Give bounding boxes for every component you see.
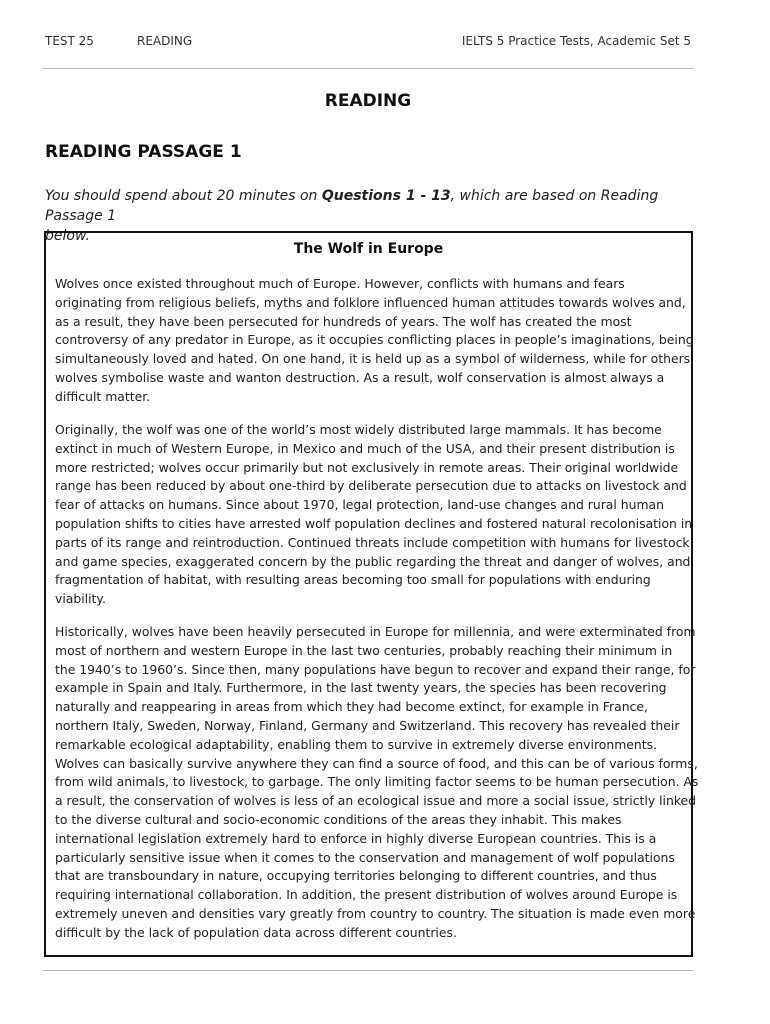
paragraph-line: as a result, they have been persecuted for hundreds of years. The wolf has created the most — [55, 313, 632, 329]
paragraph-line: a result, the conservation of wolves is less of an ecological issue and more a social issue, strictly linked — [55, 793, 697, 809]
passage-box — [44, 231, 699, 957]
paragraph-1 — [55, 275, 695, 407]
paragraph-3 — [55, 623, 699, 943]
paragraph-line: from wild animals, to livestock, to garbage. The only limiting factor seems to be human persecution. As — [55, 774, 699, 790]
paragraph-line: particularly sensitive issue when it comes to the conservation and management of wolf populations — [55, 849, 675, 865]
paragraph-line: wolves symbolise waste and wanton destruction. As a result, wolf conservation is almost always a — [55, 369, 665, 385]
paragraph-line: to the diverse cultural and socio-economic conditions of the areas they inhabit. This makes — [55, 811, 622, 827]
paragraph-line: originating from religious beliefs, myths and folklore influenced human attitudes towards wolves and, — [55, 294, 686, 310]
passage-title: The Wolf in Europe — [293, 241, 444, 257]
paragraph-line: remarkable ecological adaptability, enabling them to survive in extremely diverse environments. — [55, 736, 658, 752]
page-title: READING — [324, 91, 412, 111]
paragraph-line: fear of attacks on humans. Since about 1970, legal protection, land-use changes and rural human — [55, 497, 664, 513]
paragraph-line: example in Spain and Italy. Furthermore, in the last twenty years, the species has been recovering — [55, 680, 667, 696]
footer-divider — [43, 970, 693, 971]
test-number: TEST 25 — [45, 34, 94, 48]
header-divider — [43, 68, 693, 69]
paragraph-line: difficult by the lack of population data across different countries. — [55, 924, 457, 940]
paragraph-line: naturally and reappearing in areas from which they had become extinct, for example in France, — [55, 699, 648, 715]
paragraph-line: that are transboundary in nature, occupying territories belonging to different countries, and thus — [55, 868, 657, 884]
paragraph-line: viability. — [55, 591, 106, 607]
paragraph-line: extinct in much of Western Europe, in Mexico and much of the USA, and their present distribution is — [55, 440, 675, 456]
paragraph-line: international legislation extremely hard to enforce in highly diverse European countries. This is a — [55, 830, 657, 846]
paragraph-line: population shifts to cities have arrested wolf population declines and fostered natural recolonisation in — [55, 515, 693, 531]
paragraph-line: fragmentation of habitat, with resulting areas becoming too small for populations with enduring — [55, 572, 651, 588]
paragraph-line: Wolves can basically survive anywhere they can find a source of food, and this can be of various forms, — [55, 755, 698, 771]
section-label: READING — [137, 34, 193, 48]
instruction-questions: Questions 1 - 13 — [321, 188, 451, 204]
paragraph-line: extremely uneven and densities vary greatly from country to country. The situation is made even more — [55, 905, 696, 921]
passage-heading: READING PASSAGE 1 — [45, 142, 242, 162]
paragraph-line: more restricted; wolves occur primarily but not exclusively in remote areas. Their original worldwide — [55, 459, 679, 475]
instruction-line2: below. — [45, 228, 90, 244]
paragraph-line: northern Italy, Sweden, Norway, Finland, Germany and Switzerland. This recovery has revealed their — [55, 717, 680, 733]
paragraph-line: simultaneously loved and hated. On one hand, it is held up as a symbol of wilderness, while for others, — [55, 351, 695, 367]
paragraph-line: range has been reduced by about one-third by deliberate persecution due to attacks on livestock and — [55, 478, 687, 494]
paragraph-line: controversy of any predator in Europe, as it occupies conflicting places in people’s imaginations, being — [55, 332, 694, 348]
paragraph-line: and game species, exaggerated concern by the public regarding the threat and danger of wolves, and — [55, 553, 691, 569]
paragraph-line: Wolves once existed throughout much of Europe. However, conflicts with humans and fears — [55, 276, 625, 291]
paragraph-line: requiring international collaboration. In addition, the present distribution of wolves around Europe is — [55, 887, 678, 903]
paragraph-line: difficult matter. — [55, 388, 151, 404]
book-title: IELTS 5 Practice Tests, Academic Set 5 — [461, 34, 691, 48]
page-header — [45, 34, 691, 52]
paragraph-line: parts of its range and reintroduction. Continued threats include competition with humans for livestock — [55, 534, 690, 550]
instruction-after: , which are based on Reading Passage 1 — [45, 188, 659, 224]
paragraph-line: most of northern and western Europe in the last two centuries, probably reaching their minimum in — [55, 642, 673, 658]
instruction-before: You should spend about 20 minutes on — [45, 188, 322, 204]
paragraph-line: Historically, wolves have been heavily persecuted in Europe for millennia, and were exterminated from — [55, 624, 696, 639]
paragraph-2 — [55, 421, 693, 609]
paragraph-line: Originally, the wolf was one of the world’s most widely distributed large mammals. It has become — [55, 422, 662, 437]
paragraph-line: the 1940’s to 1960’s. Since then, many populations have begun to recover and expand their range, for — [55, 661, 696, 677]
